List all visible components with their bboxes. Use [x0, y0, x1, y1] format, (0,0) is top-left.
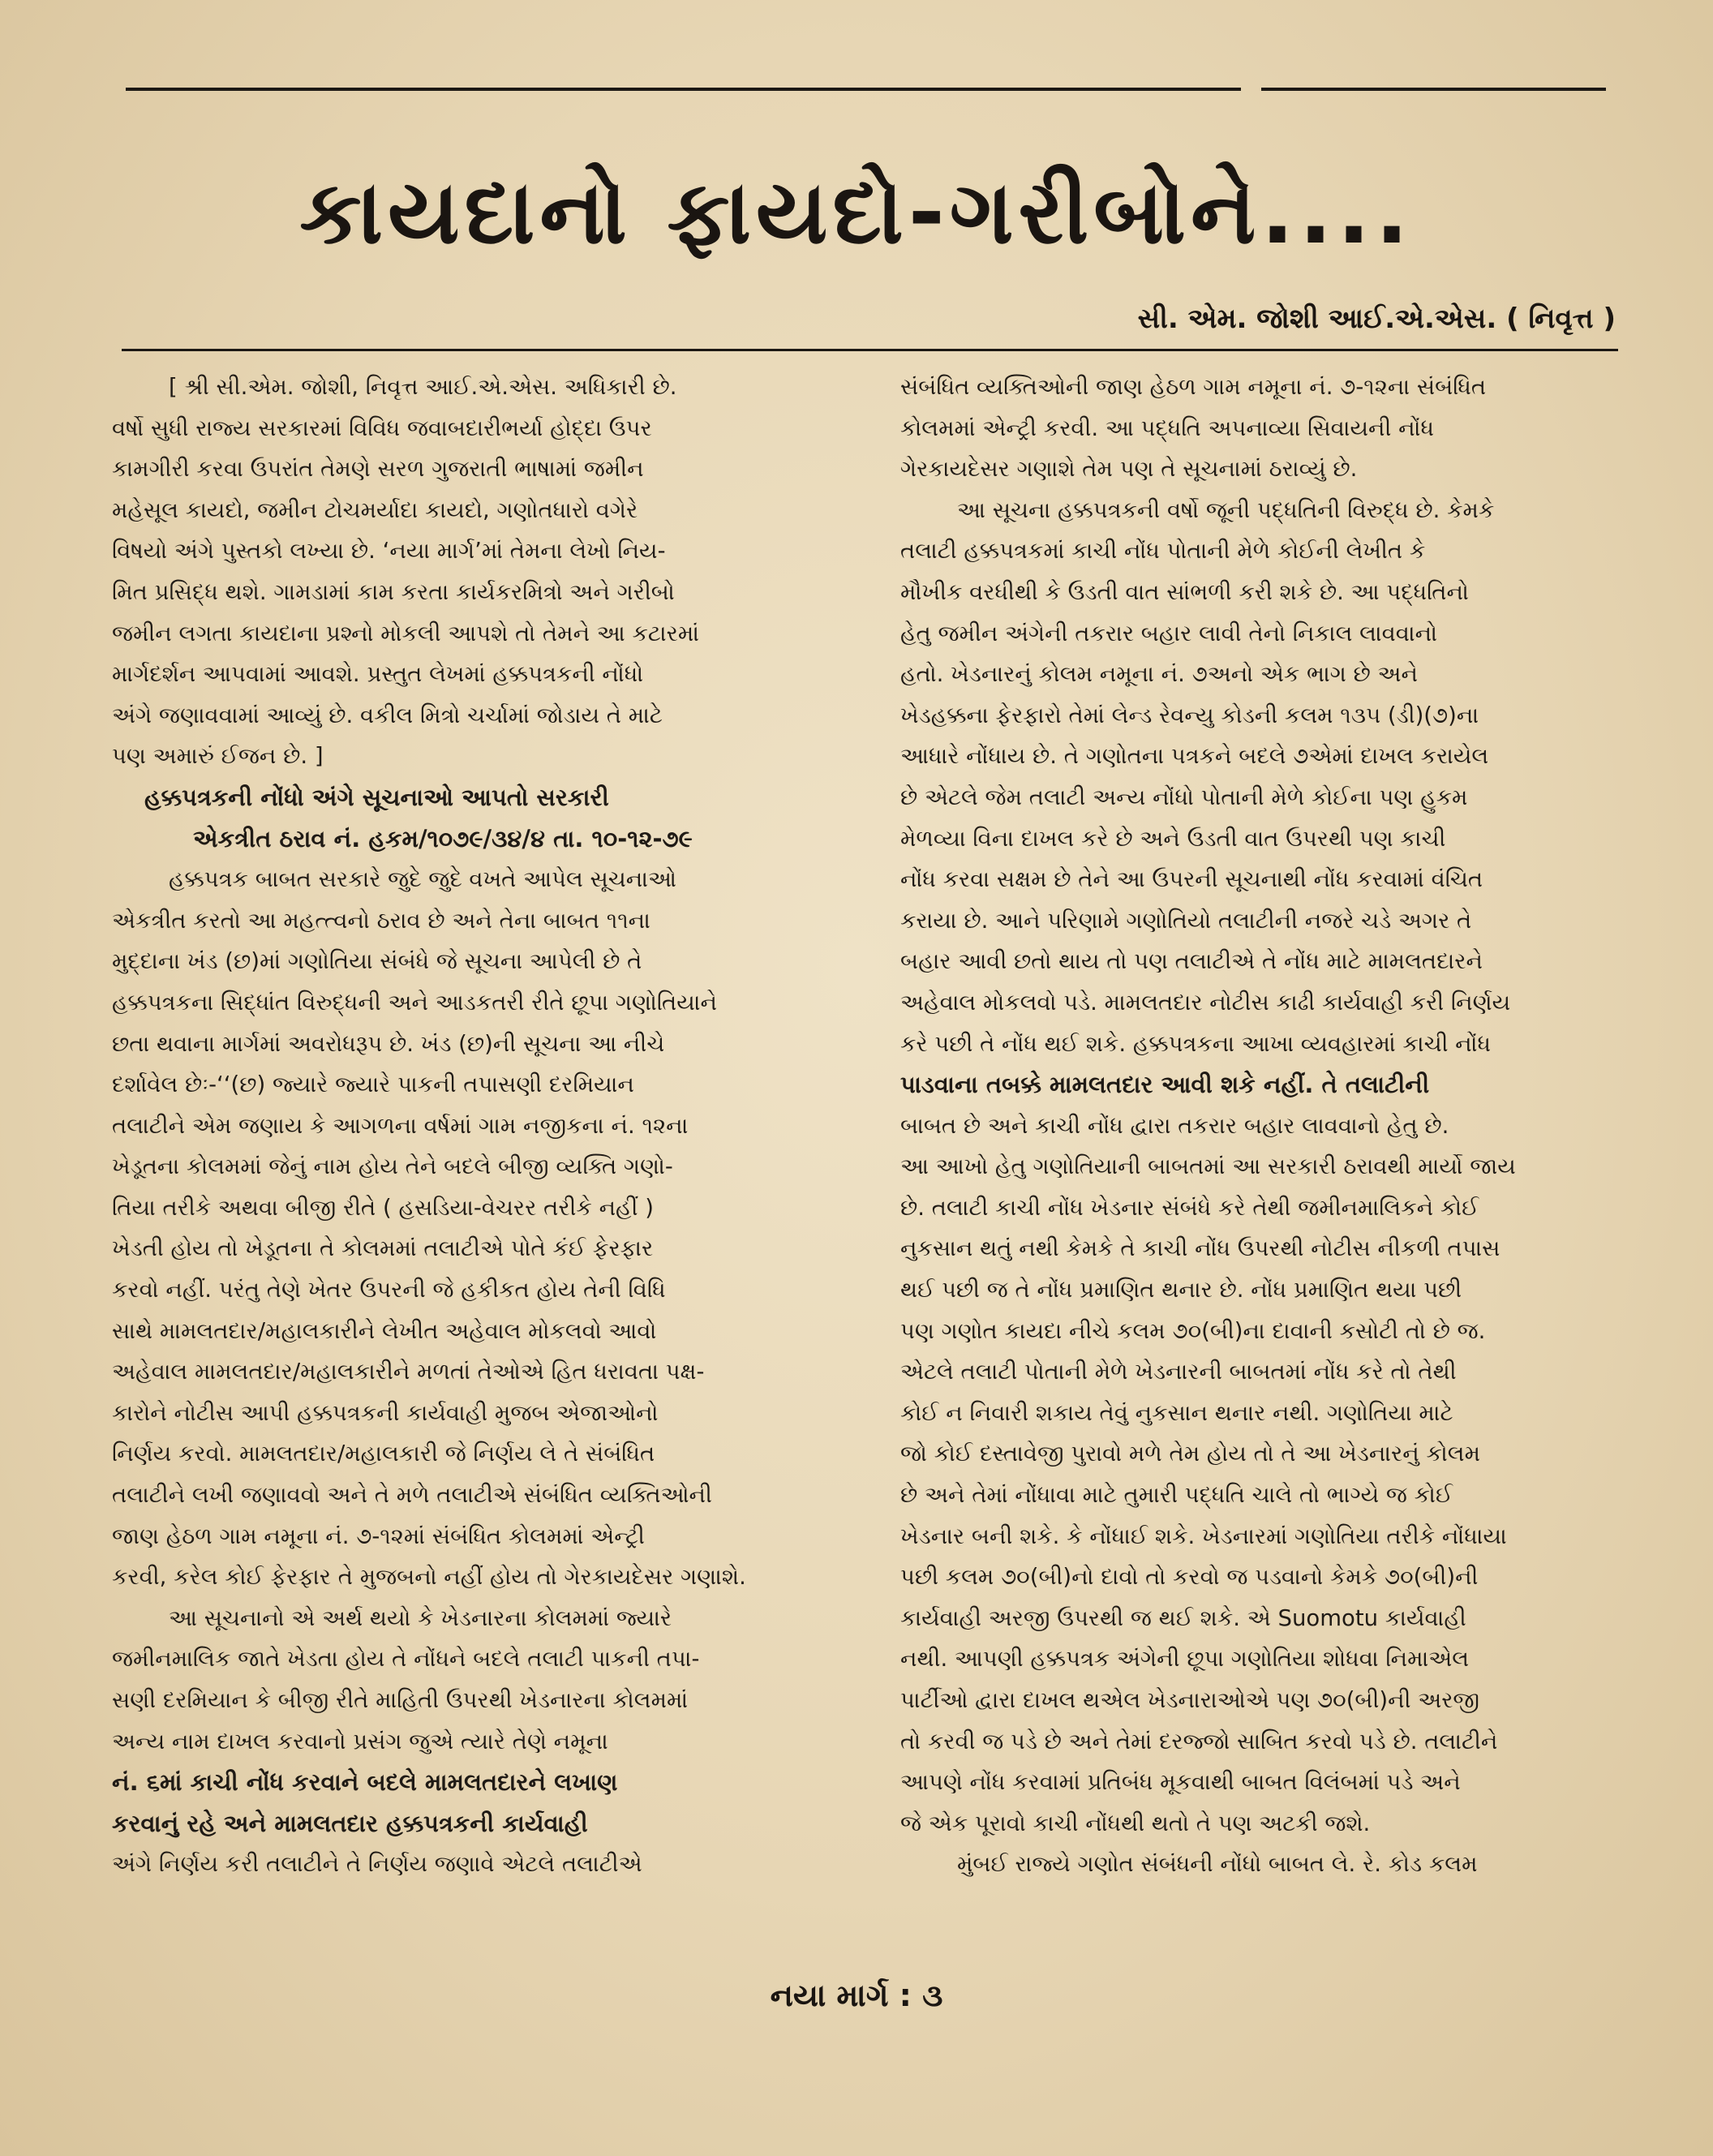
intro-line: મિત પ્રસિદ્ધ થશે. ગામડામાં કામ કરતા કાર્યકરમિત્રો અને ગરીબો: [112, 578, 675, 605]
body-line: છે. તલાટી કાચી નોંધ ખેડનાર સંબંધે કરે તેથી જમીનમાલિકને કોઈ: [900, 1194, 1479, 1221]
body-line: હતો. ખેડનારનું કોલમ નમૂના નં. ૭અનો એક ભાગ છે અને: [900, 661, 1419, 688]
body-line: એકત્રીત કરતો આ મહત્ત્વનો ઠરાવ છે અને તેના બાબત ૧૧ના: [112, 907, 650, 934]
intro-line: વિષયો અંગે પુસ્તકો લખ્યા છે. ‘નયા માર્ગ’માં તેમના લેખો નિય-: [112, 538, 666, 565]
body-line: નિર્ણય કરવો. મામલતદાર/મહાલકારી જે નિર્ણય લે તે સંબંધિત: [112, 1441, 655, 1467]
body-line: મુદ્દાના ખંડ (છ)માં ગણોતિયા સંબંધે જે સૂચના આપેલી છે તે: [112, 948, 642, 975]
body-line: આ આખો હેતુ ગણોતિયાની બાબતમાં આ સરકારી ઠરાવથી માર્યો જાય: [900, 1153, 1516, 1180]
body-line: ખેડૂતના કોલમમાં જેનું નામ હોય તેને બદલે બીજી વ્યક્તિ ગણો-: [112, 1153, 673, 1180]
body-line: જમીનમાલિક જાતે ખેડતા હોય તે નોંધને બદલે તલાટી પાકની તપા-: [112, 1646, 700, 1673]
body-line: છે એટલે જેમ તલાટી અન્ય નોંધો પોતાની મેળે કોઈના પણ હુકમ: [900, 784, 1468, 810]
body-line: જાણ હેઠળ ગામ નમૂના નં. ૭-૧૨માં સંબંધિત કોલમમાં એન્ટ્રી: [112, 1523, 645, 1549]
body-line: તો કરવી જ પડે છે અને તેમાં દરજ્જો સાબિત કરવો પડે છે. તલાટીને: [900, 1728, 1498, 1754]
right-column: [900, 367, 1646, 1885]
body-line: કરાયા છે. આને પરિણામે ગણોતિયો તલાટીની નજરે ચડે અગર તે: [900, 907, 1472, 934]
body-line: નોંધ કરવા સક્ષમ છે તેને આ ઉપરની સૂચનાથી નોંધ કરવામાં વંચિત: [900, 866, 1483, 893]
body-line: એટલે તલાટી પોતાની મેળે ખેડનારની બાબતમાં નોંધ કરે તો તેથી: [900, 1359, 1457, 1385]
intro-line: માર્ગદર્શન આપવામાં આવશે. પ્રસ્તુત લેખમાં હક્કપત્રકની નોંધો: [112, 661, 644, 688]
body-line: દર્શાવેલ છેઃ-‘‘(છ) જ્યારે જ્યારે પાકની તપાસણી દરમિયાન: [112, 1072, 634, 1098]
body-line: સાથે મામલતદાર/મહાલકારીને લેખીત અહેવાલ મોકલવો આવો: [112, 1317, 657, 1344]
body-line: ખેડનાર બની શકે. કે નોંધાઈ શકે. ખેડનારમાં ગણોતિયા તરીકે નોંધાયા: [900, 1523, 1507, 1549]
body-line: છતા થવાના માર્ગમાં અવરોધરૂપ છે. ખંડ (છ)ની સૂચના આ નીચે: [112, 1030, 665, 1057]
body-line: સણી દરમિયાન કે બીજી રીતે માહિતી ઉપરથી ખેડનારના કોલમમાં: [112, 1687, 689, 1713]
body-line: તલાટીને લખી જણાવવો અને તે મળે તલાટીએ સંબંધિત વ્યક્તિઓની: [112, 1482, 712, 1509]
section-heading-line: એકત્રીત ઠરાવ નં. હકમ/૧૦૭૯/૩૪/૪ તા. ૧૦-૧૨-૭૯: [193, 824, 693, 853]
body-line: નં. ૬માં કાચી નોંધ કરવાને બદલે મામલતદારને લખાણ: [112, 1768, 618, 1797]
intro-line: જમીન લગતા કાયદાના પ્રશ્નો મોકલી આપશે તો તેમને આ કટારમાં: [112, 620, 700, 646]
body-line: તિયા તરીકે અથવા બીજી રીતે ( હસડિયા-વેચરર તરીકે નહીં ): [112, 1194, 654, 1221]
body-line: હક્કપત્રકના સિદ્ધાંત વિરુદ્ધની અને આડકતરી રીતે છૂપા ગણોતિયાને: [112, 989, 718, 1016]
body-line: ખેડતી હોય તો ખેડૂતના તે કોલમમાં તલાટીએ પોતે કંઈ ફેરફાર: [112, 1235, 654, 1262]
body-line: કોલમમાં એન્ટ્રી કરવી. આ પદ્ધતિ અપનાવ્યા સિવાયની નોંધ: [900, 414, 1435, 441]
top-rule-left: [126, 88, 1241, 91]
body-line: તલાટી હક્કપત્રકમાં કાચી નોંધ પોતાની મેળે કોઈની લેખીત કે: [900, 538, 1426, 565]
body-line: કોઈ ન નિવારી શકાય તેવું નુકસાન થનાર નથી. ગણોતિયા માટે: [900, 1399, 1453, 1426]
intro-line: વર્ષો સુધી રાજ્ય સરકારમાં વિવિધ જવાબદારીભર્યા હોદ્દા ઉપર: [112, 414, 652, 441]
body-line: હક્કપત્રક બાબત સરકારે જુદે જુદે વખતે આપેલ સૂચનાઓ: [169, 866, 676, 893]
intro-line: મહેસૂલ કાયદો, જમીન ટોચમર્યાદા કાયદો, ગણોતધારો વગેરે: [112, 496, 638, 523]
body-line: આપણે નોંધ કરવામાં પ્રતિબંધ મૂકવાથી બાબત વિલંબમાં પડે અને: [900, 1769, 1461, 1796]
intro-line: પણ અમારું ઈજન છે. ]: [112, 743, 324, 770]
body-line: પણ ગણોત કાયદા નીચે કલમ ૭૦(બી)ના દાવાની કસોટી તો છે જ.: [900, 1317, 1486, 1344]
body-line: કરવાનું રહે અને મામલતદાર હક્કપત્રકની કાર્યવાહી: [112, 1809, 588, 1837]
body-line: આ સૂચનાનો એ અર્થ થયો કે ખેડનારના કોલમમાં જ્યારે: [169, 1604, 672, 1631]
body-line: સંબંધિત વ્યક્તિઓની જાણ હેઠળ ગામ નમૂના નં. ૭-૧૨ના સંબંધિત: [900, 374, 1487, 400]
author-byline: સી. એમ. જોશી આઈ.એ.એસ. ( નિવૃત્ત ): [1137, 303, 1616, 335]
intro-line: કામગીરી કરવા ઉપરાંત તેમણે સરળ ગુજરાતી ભાષામાં જમીન: [112, 456, 644, 483]
body-line: અહેવાલ મામલતદાર/મહાલકારીને મળતાં તેઓએ હિત ધરાવતા પક્ષ-: [112, 1359, 705, 1385]
body-line: પાર્ટીઓ દ્વારા દાખલ થએલ ખેડનારાઓએ પણ ૭૦(બી)ની અરજી: [900, 1687, 1480, 1713]
body-line: જો કોઈ દસ્તાવેજી પુરાવો મળે તેમ હોય તો તે આ ખેડનારનું કોલમ: [900, 1441, 1480, 1467]
article-title: કાયદાનો ફાયદો-ગરીબોને....: [299, 162, 1414, 264]
body-line: બહાર આવી છતો થાય તો પણ તલાટીએ તે નોંધ માટે મામલતદારને: [900, 948, 1483, 975]
body-line: અન્ય નામ દાખલ કરવાનો પ્રસંગ જુએ ત્યારે તેણે નમૂના: [112, 1728, 608, 1754]
body-line: ખેડહક્કના ફેરફારો તેમાં લેન્ડ રેવન્યુ કોડની કલમ ૧૩૫ (ડી)(૭)ના: [900, 702, 1479, 728]
body-line: મૌખીક વરધીથી કે ઉડતી વાત સાંભળી કરી શકે છે. આ પદ્ધતિનો: [900, 578, 1469, 605]
page-folio: નયા માર્ગ : ૩: [770, 1978, 943, 2013]
body-line: મેળવ્યા વિના દાખલ કરે છે અને ઉડતી વાત ઉપરથી પણ કાચી: [900, 825, 1446, 852]
body-line: નથી. આપણી હક્કપત્રક અંગેની છૂપા ગણોતિયા શોધવા નિમાએલ: [900, 1646, 1470, 1673]
byline-rule: [122, 349, 1618, 351]
section-heading-line: હક્કપત્રકની નોંધો અંગે સૂચનાઓ આપતો સરકારી: [144, 783, 609, 811]
left-column: [112, 367, 842, 1885]
body-line: અહેવાલ મોકલવો પડે. મામલતદાર નોટીસ કાઢી કાર્યવાહી કરી નિર્ણય: [900, 989, 1511, 1016]
body-line: કરવો નહીં. પરંતુ તેણે ખેતર ઉપરની જે હકીકત હોય તેની વિધિ: [112, 1277, 666, 1303]
body-line: નુકસાન થતું નથી કેમકે તે કાચી નોંધ ઉપરથી નોટીસ નીકળી તપાસ: [900, 1235, 1500, 1262]
body-line: છે અને તેમાં નોંધાવા માટે તુમારી પદ્ધતિ ચાલે તો ભાગ્યે જ કોઈ: [900, 1482, 1453, 1509]
body-line: થઈ પછી જ તે નોંધ પ્રમાણિત થનાર છે. નોંધ પ્રમાણિત થયા પછી: [900, 1277, 1462, 1303]
body-line: ગેરકાયદેસર ગણાશે તેમ પણ તે સૂચનામાં ઠરાવ્યું છે.: [900, 456, 1358, 483]
body-line: તલાટીને એમ જણાય કે આગળના વર્ષમાં ગામ નજીકના નં. ૧૨ના: [112, 1112, 689, 1139]
body-line: પાડવાના તબક્કે મામલતદાર આવી શકે નહીં. તે તલાટીની: [900, 1071, 1430, 1099]
body-line: કરે પછી તે નોંધ થઈ શકે. હક્કપત્રકના આખા વ્યવહારમાં કાચી નોંધ: [900, 1030, 1492, 1057]
body-line: જે એક પૂરાવો કાચી નોંધથી થતો તે પણ અટકી જશે.: [900, 1810, 1371, 1836]
body-line: આધારે નોંધાય છે. તે ગણોતના પત્રકને બદલે ૭એમાં દાખલ કરાયેલ: [900, 743, 1489, 770]
body-line: મુંબઈ રાજ્યે ગણોત સંબંધની નોંધો બાબત લે. રે. કોડ કલમ: [957, 1851, 1478, 1878]
top-rule-right: [1261, 88, 1606, 91]
body-line: કાર્યવાહી અરજી ઉપરથી જ થઈ શકે. એ Suomotu કાર્યવાહી: [900, 1604, 1466, 1631]
body-line: આ સૂચના હક્કપત્રકની વર્ષો જૂની પદ્ધતિની વિરુદ્ધ છે. કેમકે: [957, 496, 1495, 523]
body-line: પછી કલમ ૭૦(બી)નો દાવો તો કરવો જ પડવાનો કેમકે ૭૦(બી)ની: [900, 1564, 1479, 1591]
body-line: હેતુ જમીન અંગેની તકરાર બહાર લાવી તેનો નિકાલ લાવવાનો: [900, 620, 1438, 646]
body-line: કરવી, કરેલ કોઈ ફેરફાર તે મુજબનો નહીં હોય તો ગેરકાયદેસર ગણાશે.: [112, 1564, 746, 1591]
intro-line: અંગે જણાવવામાં આવ્યું છે. વકીલ મિત્રો ચર્ચામાં જોડાય તે માટે: [112, 702, 663, 728]
intro-line: [ શ્રી સી.એમ. જોશી, નિવૃત્ત આઈ.એ.એસ. અધિકારી છે.: [169, 374, 677, 400]
body-line: કારોને નોટીસ આપી હક્કપત્રકની કાર્યવાહી મુજબ એજાઓનો: [112, 1399, 659, 1426]
body-line: અંગે નિર્ણય કરી તલાટીને તે નિર્ણય જણાવે એટલે તલાટીએ: [112, 1851, 642, 1878]
body-line: બાબત છે અને કાચી નોંધ દ્વારા તકરાર બહાર લાવવાનો હેતુ છે.: [900, 1112, 1449, 1139]
